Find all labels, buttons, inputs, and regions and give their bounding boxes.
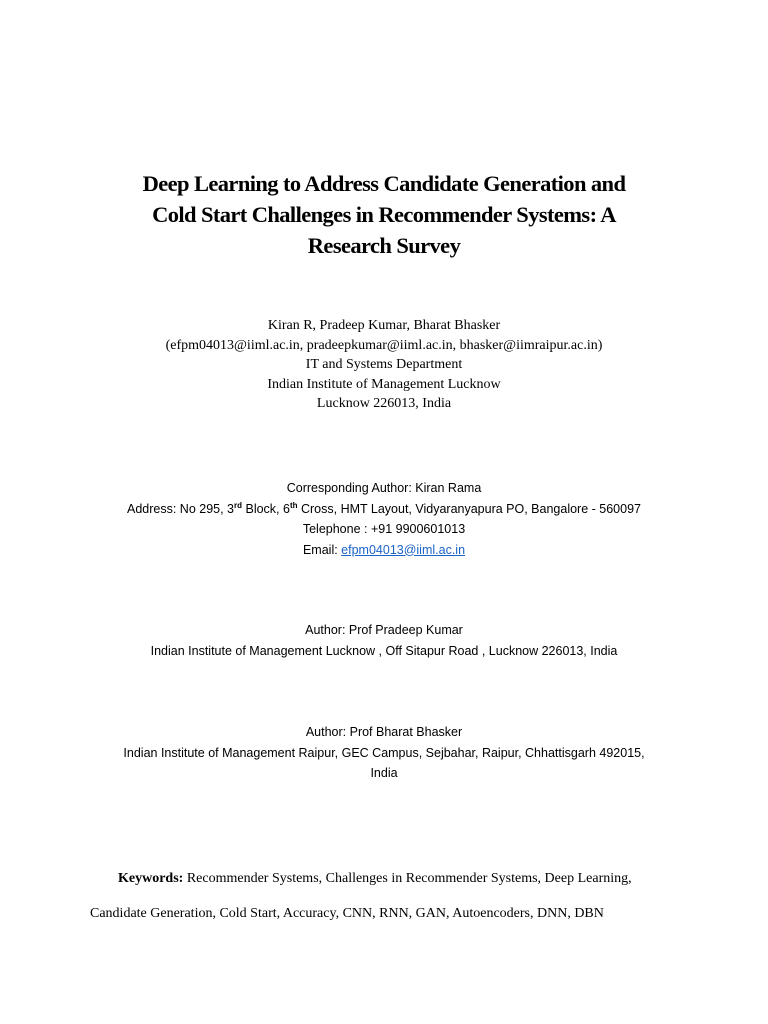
- email-label: Email:: [302, 542, 342, 557]
- address-middle: Block, 6: [242, 501, 290, 516]
- author-3-address-line-1: Indian Institute of Management Raipur, GEC Campus, Sejbahar, Raipur, Chhattisgarh 492015,: [123, 745, 645, 760]
- author-3-block: [60, 722, 708, 784]
- corresponding-author-address: [60, 499, 708, 520]
- paper-title-line-1: Deep Learning to Address Candidate Generation and: [142, 171, 626, 196]
- corresponding-author-email: [60, 540, 708, 561]
- address-suffix: Cross, HMT Layout, Vidyaranyapura PO, Bangalore - 560097: [297, 501, 641, 516]
- keywords-label: Keywords:: [118, 871, 184, 886]
- paper-title-line-2: Cold Start Challenges in Recommender Systems: A: [152, 202, 616, 227]
- keywords-text-1: Recommender Systems, Challenges in Recommender Systems, Deep Learning,: [183, 871, 632, 886]
- author-3-address-line-2: India: [370, 766, 398, 780]
- email-link[interactable]: efpm04013@iiml.ac.in: [341, 542, 466, 557]
- author-emails: (efpm04013@iiml.ac.in, pradeepkumar@iiml.ac.in, bhasker@iimraipur.ac.in): [165, 337, 603, 353]
- address-prefix: Address: No 295, 3: [127, 501, 235, 516]
- author-2-block: [60, 620, 708, 661]
- keywords-line-2: Candidate Generation, Cold Start, Accuracy, CNN, RNN, GAN, Autoencoders, DNN, DBN: [90, 906, 604, 921]
- address-superscript-th: th: [289, 500, 298, 510]
- corresponding-author-name: Corresponding Author: Kiran Rama: [286, 481, 482, 495]
- address-superscript-rd: rd: [234, 500, 243, 510]
- author-institute: Indian Institute of Management Lucknow: [267, 376, 501, 392]
- corresponding-author-telephone: Telephone : +91 9900601013: [302, 522, 466, 536]
- keywords-line-1: [118, 869, 632, 889]
- author-2-address: Indian Institute of Management Lucknow , Off Sitapur Road , Lucknow 226013, India: [150, 643, 618, 658]
- author-3-name: Author: Prof Bharat Bhasker: [305, 725, 463, 739]
- paper-title: [84, 168, 684, 261]
- author-affiliation-block: [84, 316, 684, 414]
- paper-title-line-3: Research Survey: [307, 233, 461, 258]
- author-city: Lucknow 226013, India: [316, 396, 452, 411]
- corresponding-author-block: [60, 478, 708, 560]
- author-2-name: Author: Prof Pradeep Kumar: [305, 623, 463, 637]
- author-names: Kiran R, Pradeep Kumar, Bharat Bhasker: [267, 318, 501, 333]
- author-department: IT and Systems Department: [305, 357, 463, 372]
